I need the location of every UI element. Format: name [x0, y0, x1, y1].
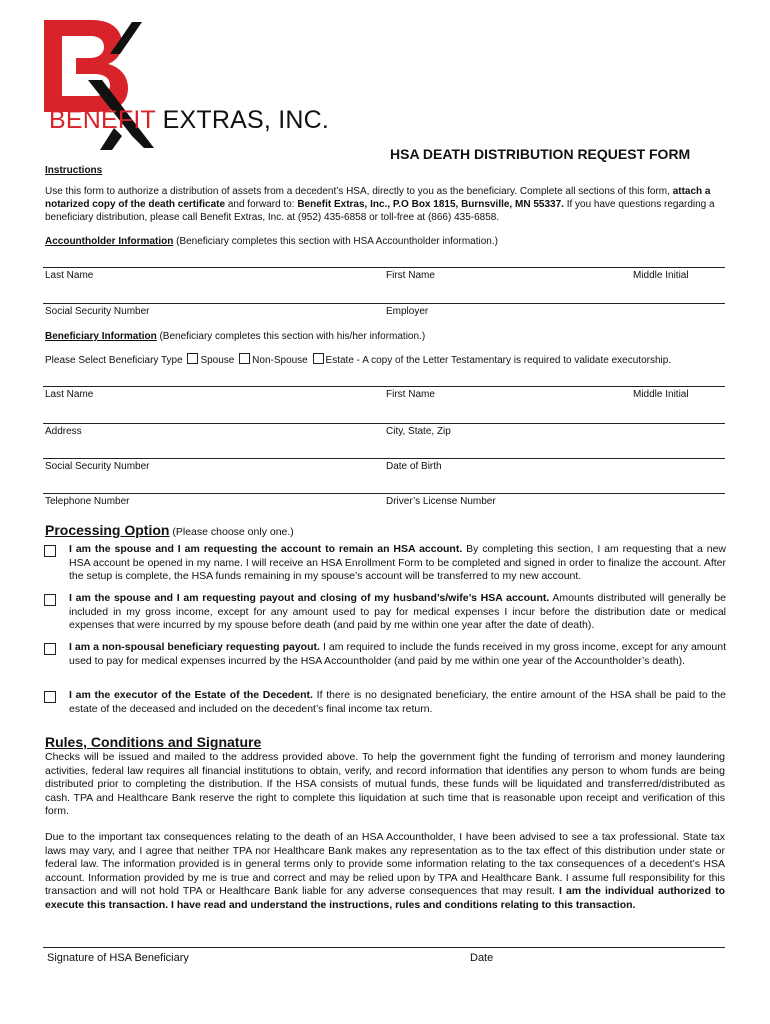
logo-text-black: EXTRAS, INC. [162, 106, 329, 134]
signature-line[interactable] [43, 947, 725, 948]
company-logo [40, 18, 370, 158]
beneficiary-type-row: Please Select Beneficiary Type Spouse Non-Spouse Estate - A copy of the Letter Testamentary is required to validate executorship. [45, 355, 672, 366]
beneficiary-first-name-label: First Name [386, 389, 435, 400]
form-title: HSA DEATH DISTRIBUTION REQUEST FORM [390, 146, 691, 162]
accountholder-last-name-label: Last Name [45, 270, 94, 281]
beneficiary-dob-label: Date of Birth [386, 461, 442, 472]
option-non-spousal-checkbox[interactable] [44, 643, 56, 655]
rules-paragraph-1: Checks will be issued and mailed to the address provided above. To help the government fight the funding of terrorism and money laundering activities, federal law requires all financial institutions to obtain, verify, and record information that identifies any person to whom funds are being distributed prior to completing the distribution. If the HSA consists of mutual funds, these funds will be liquidated and transferred/distributed as cash. TPA and Healthcare Bank reserve the right to complete this liquidation at such time that is reasonable upon receipt and verification of this form. [45, 751, 725, 817]
beneficiary-license-label: Driver’s License Number [386, 496, 496, 507]
beneficiary-address-line[interactable] [43, 423, 725, 424]
estate-checkbox[interactable] [313, 353, 324, 364]
logo-wordmark [49, 106, 329, 135]
processing-section-heading: Processing Option (Please choose only one.) [45, 522, 294, 538]
beneficiary-city-label: City, State, Zip [386, 426, 451, 437]
option-remain-hsa-checkbox[interactable] [44, 545, 56, 557]
accountholder-name-line[interactable] [43, 267, 725, 268]
accountholder-ssn-label: Social Security Number [45, 306, 150, 317]
accountholder-employer-label: Employer [386, 306, 429, 317]
option-spouse-payout-checkbox[interactable] [44, 594, 56, 606]
option-non-spousal-text: I am a non-spousal beneficiary requesting payout. I am required to include the funds received in my gross income, except for any amount used to pay for medical expenses incurred by the HSA Accountholder (and paid by me within one year of the Accountholder’s death). [69, 641, 726, 667]
non-spouse-checkbox[interactable] [239, 353, 250, 364]
beneficiary-ssn-line[interactable] [43, 458, 725, 459]
option-spouse-payout-text: I am the spouse and I am requesting payout and closing of my husband’s/wife’s HSA account. Amounts distributed will generally be included in my gross income, except for any amount used to pay for medical expenses I incur before the distribution date or medical expenses that were incurred by my spouse before death (and paid by me within one year after the date of death). [69, 592, 726, 631]
signature-label: Signature of HSA Beneficiary [47, 952, 189, 964]
rules-paragraph-2: Due to the important tax consequences relating to the death of an HSA Accountholder, I have been advised to see a tax professional. State tax laws may vary, and I agree that neither TPA nor Healthcare Bank makes any representation as to the tax effect of this distribution under state or federal law. The information provided is in general terms only to provide some information relating to the tax consequences of a decedent’s HSA account. Information provided by me is true and correct and may be relied upon by TPA and Healthcare Bank. I assume full responsibility for this transaction and will not hold TPA or Healthcare Bank liable for any adverse consequences that may result. I am the individual authorized to execute this transaction. I have read and understand the instructions, rules and conditions relating to this transaction. [45, 831, 725, 911]
beneficiary-address-label: Address [45, 426, 82, 437]
beneficiary-phone-label: Telephone Number [45, 496, 130, 507]
logo-text-red: BENEFIT [49, 106, 156, 134]
beneficiary-phone-line[interactable] [43, 493, 725, 494]
beneficiary-last-name-label: Last Name [45, 389, 94, 400]
accountholder-section-heading: Accountholder Information (Beneficiary completes this section with HSA Accountholder information.) [45, 236, 498, 247]
accountholder-ssn-line[interactable] [43, 303, 725, 304]
accountholder-first-name-label: First Name [386, 270, 435, 281]
beneficiary-ssn-label: Social Security Number [45, 461, 150, 472]
beneficiary-name-line[interactable] [43, 386, 725, 387]
accountholder-middle-initial-label: Middle Initial [633, 270, 689, 281]
instructions-heading: Instructions [45, 165, 103, 176]
beneficiary-section-heading: Beneficiary Information (Beneficiary completes this section with his/her information.) [45, 331, 426, 342]
option-remain-hsa-text: I am the spouse and I am requesting the account to remain an HSA account. By completing this section, I am requesting that a new HSA account be opened in my name. I will receive an HSA Enrollment Form to be completed and signed in order to finalize the account. After the setup is complete, the HSA funds remaining in my spouse’s account will be transferred to my new account. [69, 543, 726, 582]
rules-section-heading: Rules, Conditions and Signature [45, 734, 262, 750]
beneficiary-middle-initial-label: Middle Initial [633, 389, 689, 400]
date-label: Date [470, 952, 494, 964]
spouse-checkbox[interactable] [187, 353, 198, 364]
option-executor-checkbox[interactable] [44, 691, 56, 703]
instructions-text: Use this form to authorize a distribution of assets from a decedent’s HSA, directly to you as the beneficiary. Complete all sections of this form, attach a notarized copy of the death certificate and forward to: Benefit Extras, Inc., P.O Box 1815, Burnsville, MN 55337. If you have questions regarding a beneficiary distribution, please call Benefit Extras, Inc. at (952) 435-6858 or toll-free at (866) 435-6858. [45, 186, 715, 223]
option-executor-text: I am the executor of the Estate of the Decedent. If there is no designated beneficiary, the entire amount of the HSA shall be paid to the estate of the deceased and included on the decedent’s final income tax return. [69, 689, 726, 715]
